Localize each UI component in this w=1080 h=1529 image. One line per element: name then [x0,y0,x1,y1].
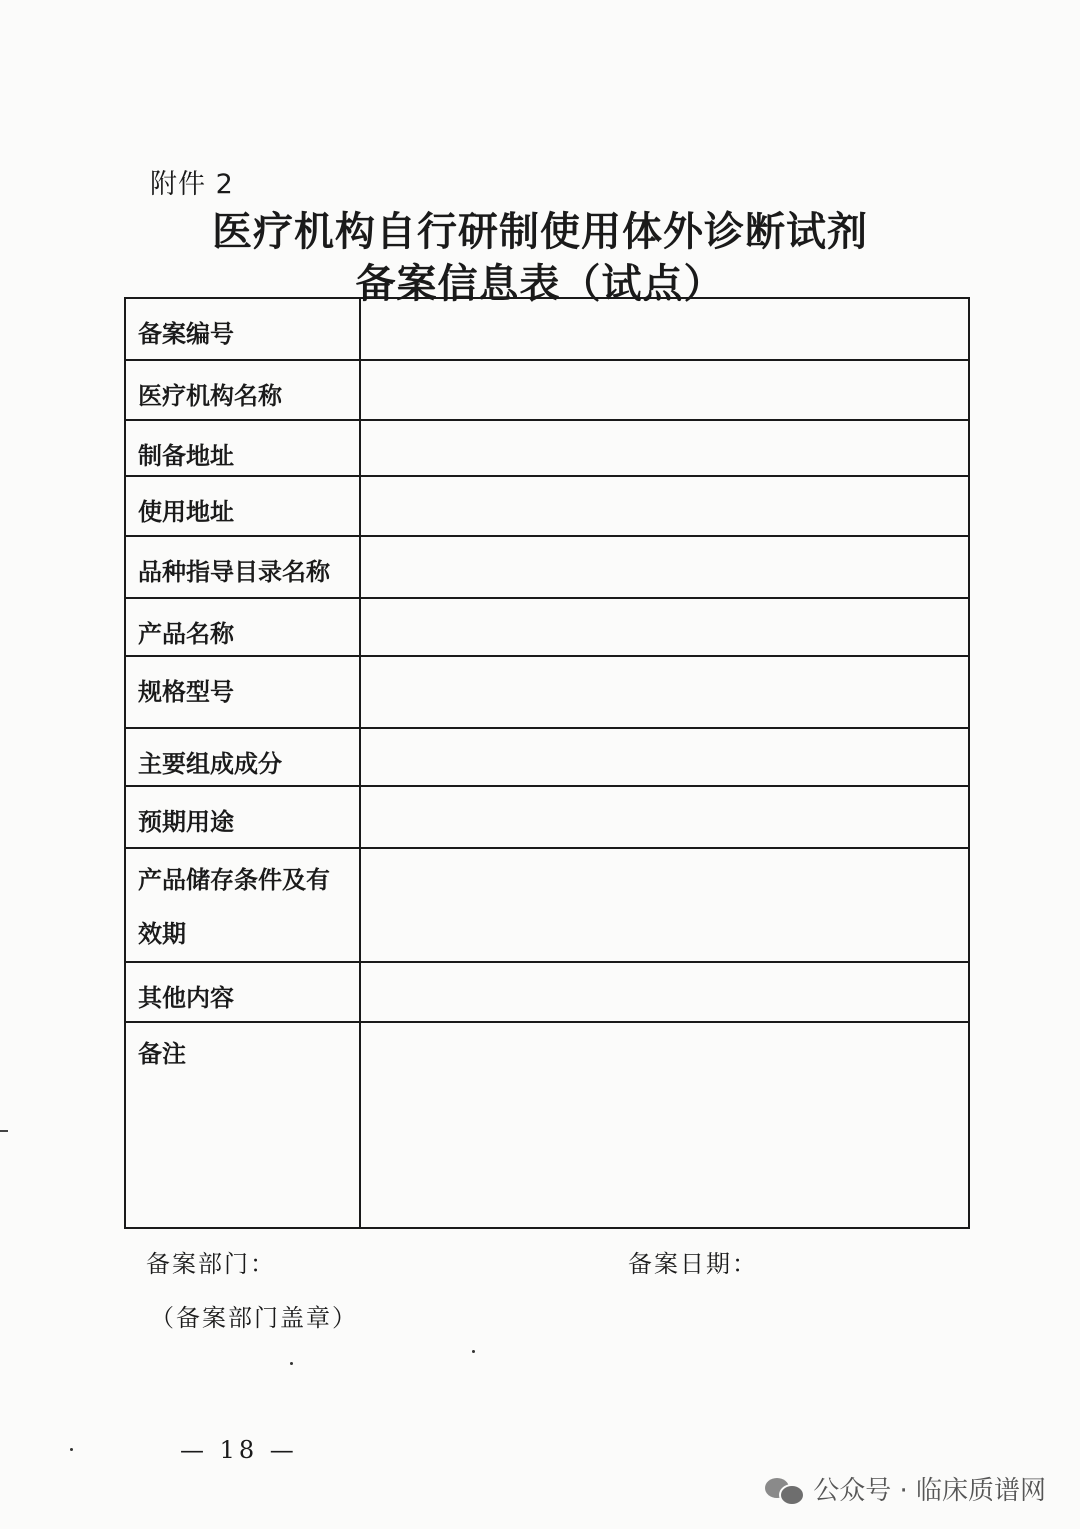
form-row-intended-use [125,786,969,848]
label-storage-validity [125,848,360,962]
form-row-registration-number [125,298,969,360]
label-preparation-address: 制备地址 [125,420,360,476]
label-remarks: 备注 [125,1022,360,1228]
form-row-specification [125,656,969,728]
document-title-line2: 备案信息表（试点） [355,260,725,307]
value-preparation-address[interactable] [360,420,969,476]
value-intended-use[interactable] [360,786,969,848]
registration-form-table [124,297,970,1229]
form-row-usage-address [125,476,969,536]
value-catalog-name[interactable] [360,536,969,598]
label-registration-number: 备案编号 [125,298,360,360]
filing-date-label: 备案日期： [628,1250,758,1278]
scan-edge-mark [0,1130,8,1132]
wechat-icon [765,1474,805,1504]
watermark-text: 公众号 · 临床质谱网 [813,1476,1046,1506]
label-institution-name: 医疗机构名称 [125,360,360,420]
label-specification: 规格型号 [125,656,360,728]
department-seal-label: （备案部门盖章） [150,1304,358,1332]
label-catalog-name: 品种指导目录名称 [125,536,360,598]
label-usage-address: 使用地址 [125,476,360,536]
label-other-content: 其他内容 [125,962,360,1022]
label-storage-validity-line1: 产品储存条件及有 [138,866,330,894]
label-storage-validity-line2: 效期 [138,920,186,948]
value-usage-address[interactable] [360,476,969,536]
value-remarks[interactable] [360,1022,969,1228]
form-row-product-name [125,598,969,656]
value-main-components[interactable] [360,728,969,786]
value-institution-name[interactable] [360,360,969,420]
form-row-institution-name [125,360,969,420]
label-product-name: 产品名称 [125,598,360,656]
form-row-other-content [125,962,969,1022]
scan-speck [472,1350,475,1353]
form-row-catalog-name [125,536,969,598]
form-row-storage-validity [125,848,969,962]
value-storage-validity[interactable] [360,848,969,962]
value-registration-number[interactable] [360,298,969,360]
scan-speck [70,1448,73,1451]
scan-speck [290,1362,293,1365]
attachment-label: 附件 2 [150,169,234,200]
label-main-components: 主要组成成分 [125,728,360,786]
form-row-main-components [125,728,969,786]
form-row-remarks [125,1022,969,1228]
value-product-name[interactable] [360,598,969,656]
filing-department-label: 备案部门： [146,1250,276,1278]
document-title-line1: 医疗机构自行研制使用体外诊断试剂 [212,208,868,255]
form-row-preparation-address [125,420,969,476]
watermark [765,1470,1046,1507]
value-other-content[interactable] [360,962,969,1022]
label-intended-use: 预期用途 [125,786,360,848]
value-specification[interactable] [360,656,969,728]
page-number: — 18 — [180,1436,298,1464]
